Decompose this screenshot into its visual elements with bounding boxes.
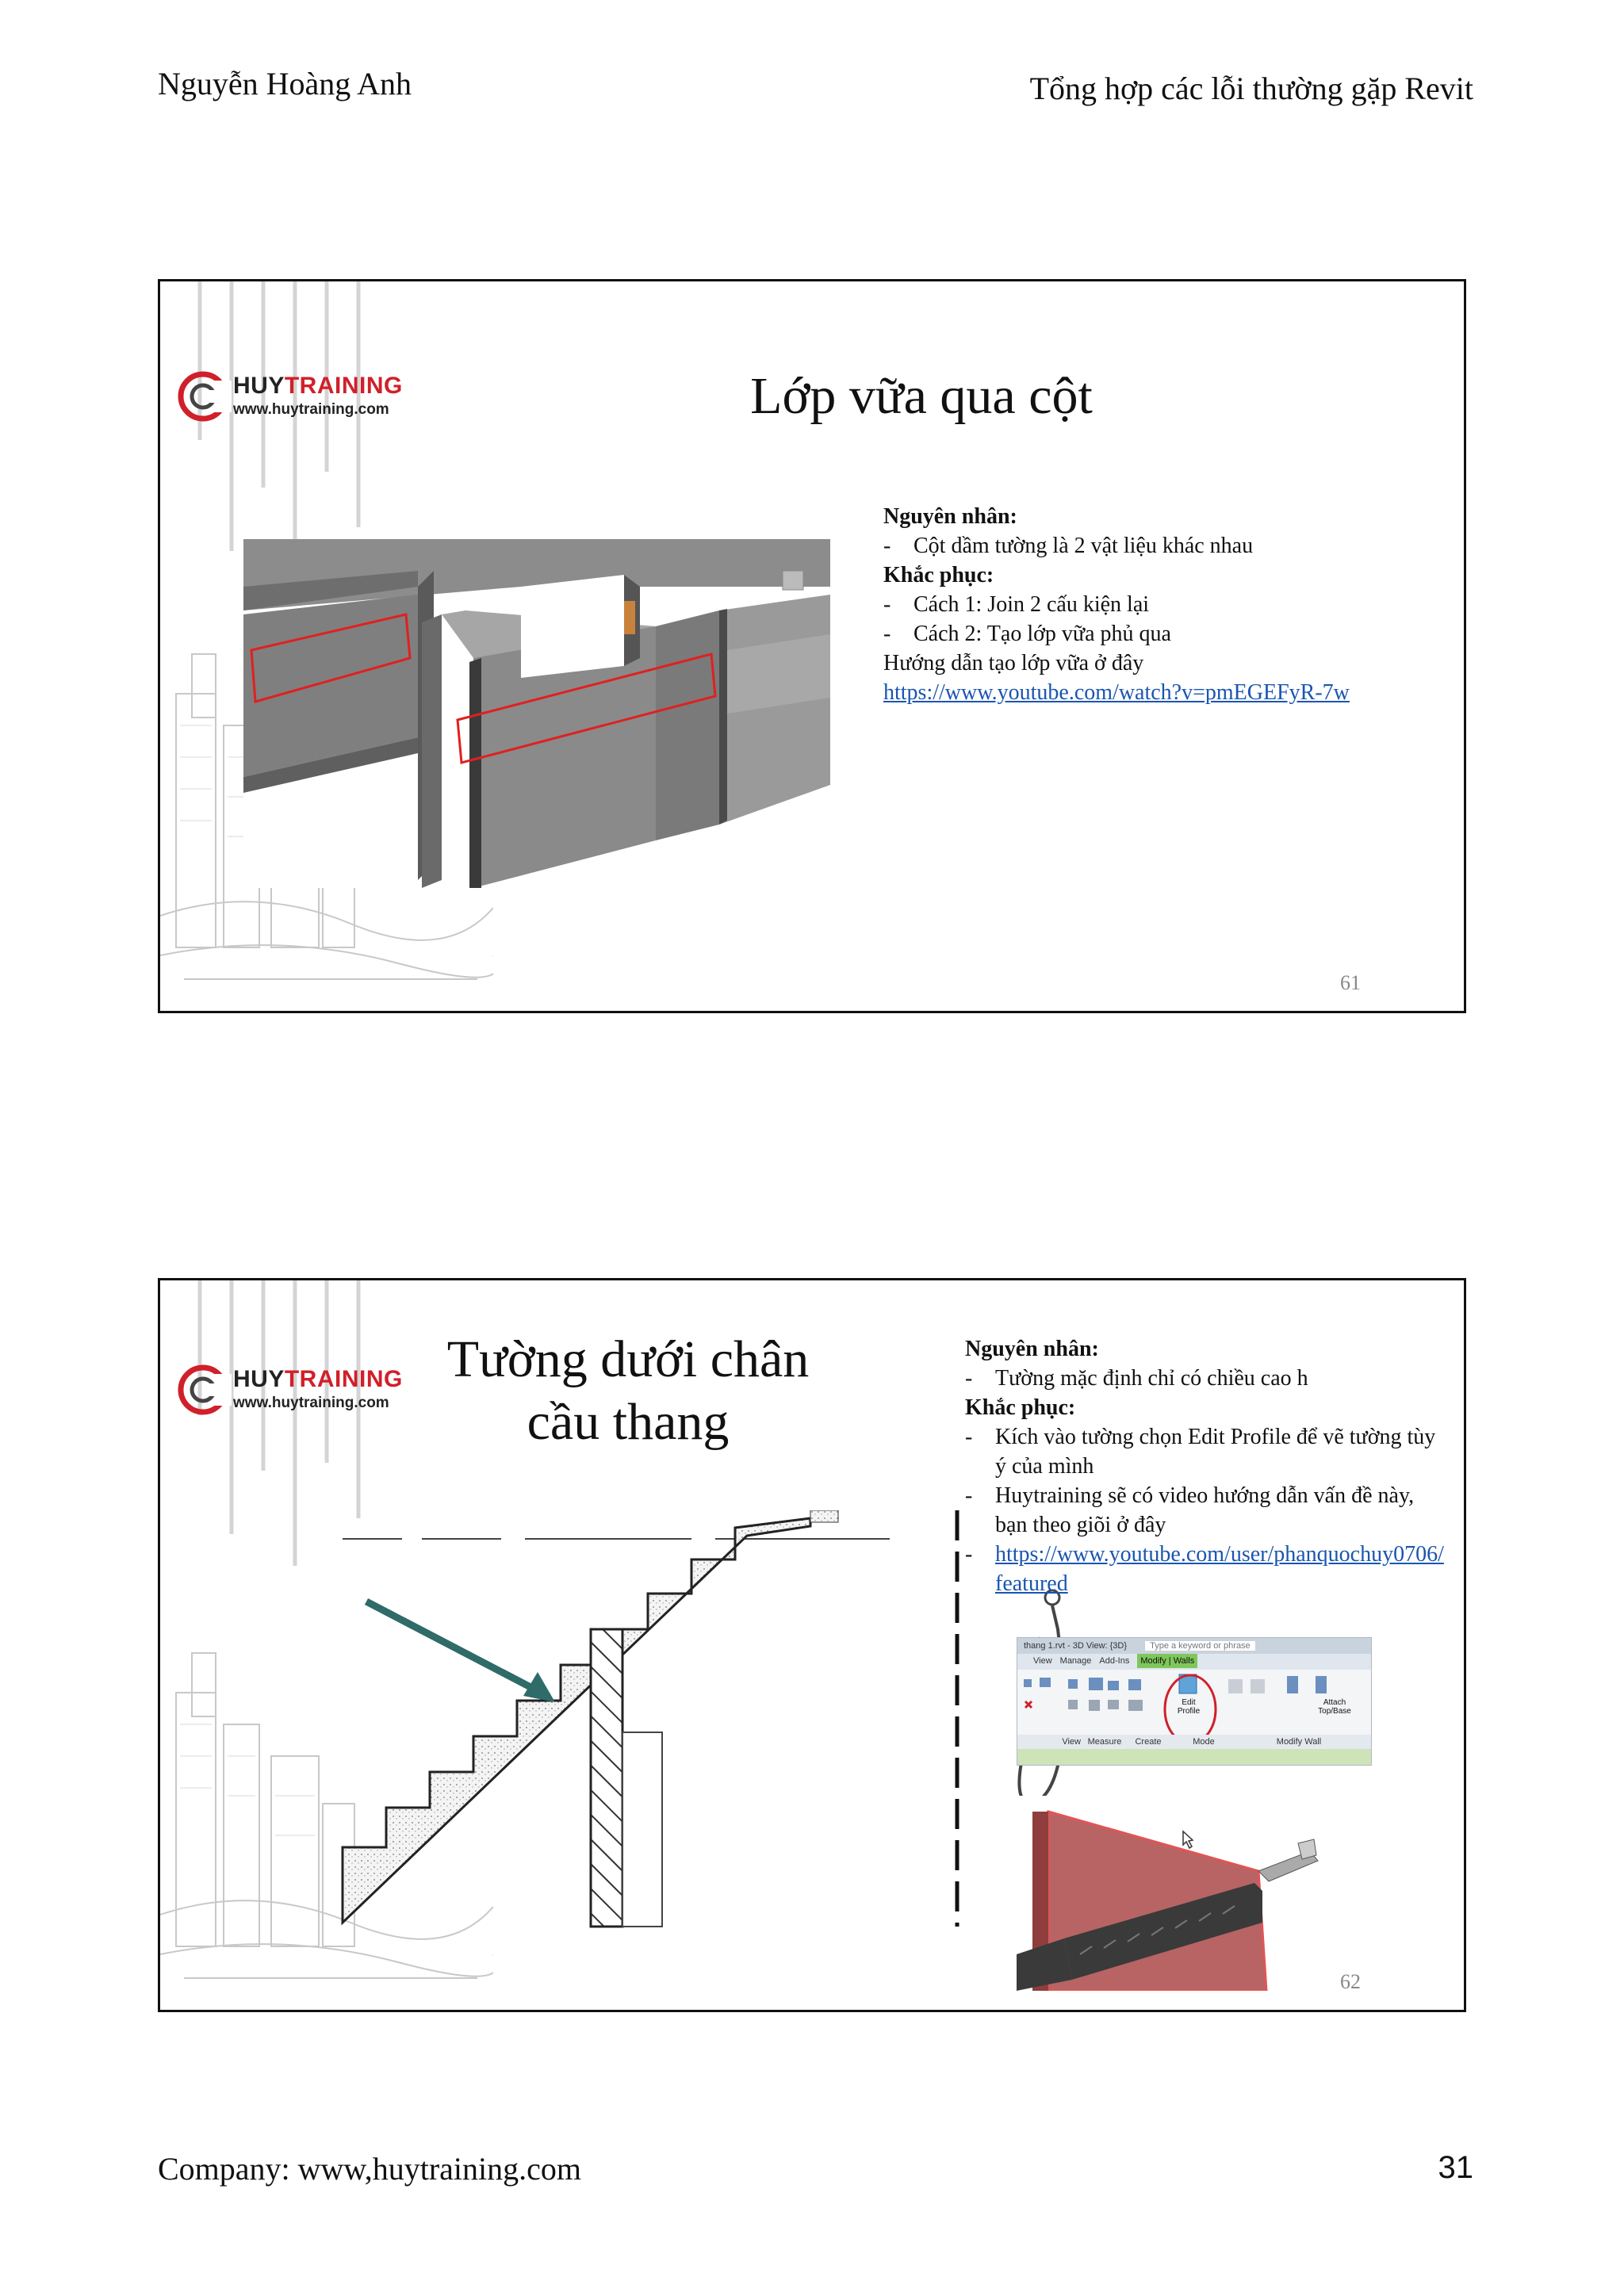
ribbon-group-labels — [1017, 1735, 1371, 1749]
group-view: View — [1062, 1737, 1081, 1747]
slide-title — [414, 1328, 842, 1453]
logo-url: www.huytraining.com — [233, 401, 389, 418]
edited-wall-profile-image — [1017, 1796, 1370, 1991]
slide-notes — [965, 1334, 1449, 1598]
tab-modify-walls[interactable]: Modify | Walls — [1137, 1654, 1197, 1668]
guide-text: Hướng dẫn tạo lớp vữa ở đây — [883, 651, 1144, 675]
cause-label: Nguyên nhân: — [883, 504, 1017, 529]
group-mode: Mode — [1193, 1737, 1215, 1747]
slide-notes — [883, 502, 1454, 707]
ribbon-tabs — [1017, 1654, 1371, 1668]
ribbon-status-strip — [1017, 1749, 1371, 1765]
cause-item: - Tường mặc định chỉ có chiều cao h — [965, 1364, 1449, 1393]
edit-profile-button[interactable]: Edit Profile — [1177, 1698, 1201, 1716]
cause-item: - Cột dầm tường là 2 vật liệu khác nhau — [883, 531, 1454, 561]
fix-item: - Cách 1: Join 2 cấu kiện lại — [883, 590, 1454, 619]
ribbon-window-title: thang 1.rvt - 3D View: {3D} — [1024, 1641, 1128, 1651]
logo-url: www.huytraining.com — [233, 1395, 389, 1411]
slide-page-number: 62 — [1340, 1970, 1361, 1993]
cause-label: Nguyên nhân: — [965, 1337, 1099, 1361]
group-modify-wall: Modify Wall — [1276, 1737, 1322, 1747]
slide-61 — [158, 279, 1466, 1013]
ribbon-search[interactable]: Type a keyword or phrase — [1145, 1641, 1255, 1651]
tab-manage[interactable]: Manage — [1059, 1656, 1092, 1666]
huytraining-logo — [176, 365, 406, 428]
author-name: Nguyễn Hoàng Anh — [158, 66, 412, 101]
huytraining-logo — [176, 1358, 406, 1422]
tab-addins[interactable]: Add-Ins — [1099, 1656, 1130, 1666]
tab-view[interactable]: View — [1033, 1656, 1052, 1666]
logo-brand: HUYTRAINING — [233, 1366, 403, 1392]
youtube-link[interactable]: https://www.youtube.com/watch?v=pmEGEFyR-7w — [883, 680, 1350, 705]
fix-label: Khắc phục: — [965, 1395, 1076, 1420]
slide-62 — [158, 1278, 1466, 2012]
group-create: Create — [1135, 1737, 1162, 1747]
slide-page-number: 61 — [1340, 971, 1361, 994]
fix-item: - Kích vào tường chọn Edit Profile để vẽ tường tùy ý của mình — [965, 1422, 1449, 1481]
footer-company: Company: www,huytraining.com — [158, 2151, 582, 2187]
revit-ribbon-screenshot — [1017, 1637, 1372, 1766]
slide-title-line-2: cầu thang — [527, 1393, 730, 1452]
revit-3d-view-image — [243, 539, 830, 888]
attach-top-base-button[interactable]: Attach Top/Base — [1318, 1698, 1351, 1716]
slide-title: Lớp vữa qua cột — [750, 367, 1093, 425]
group-measure: Measure — [1087, 1737, 1122, 1747]
document-title: Tổng hợp các lỗi thường gặp Revit — [1029, 71, 1473, 106]
logo-mark-icon — [176, 1360, 232, 1420]
slide-title-line-1: Tường dưới chân — [446, 1330, 810, 1388]
fix-item: - Cách 2: Tạo lớp vữa phủ qua — [883, 619, 1454, 649]
link-item — [965, 1540, 1449, 1598]
ribbon-title-bar — [1017, 1638, 1371, 1654]
fix-item: - Huytraining sẽ có video hướng dẫn vấn đề này, bạn theo giõi ở đây — [965, 1481, 1449, 1540]
logo-brand: HUYTRAINING — [233, 373, 403, 399]
footer-page-number: 31 — [1438, 2150, 1473, 2185]
logo-mark-icon — [176, 366, 232, 427]
youtube-link[interactable]: https://www.youtube.com/user/phanquochuy0706/featured — [995, 1542, 1444, 1596]
fix-label: Khắc phục: — [883, 563, 994, 587]
